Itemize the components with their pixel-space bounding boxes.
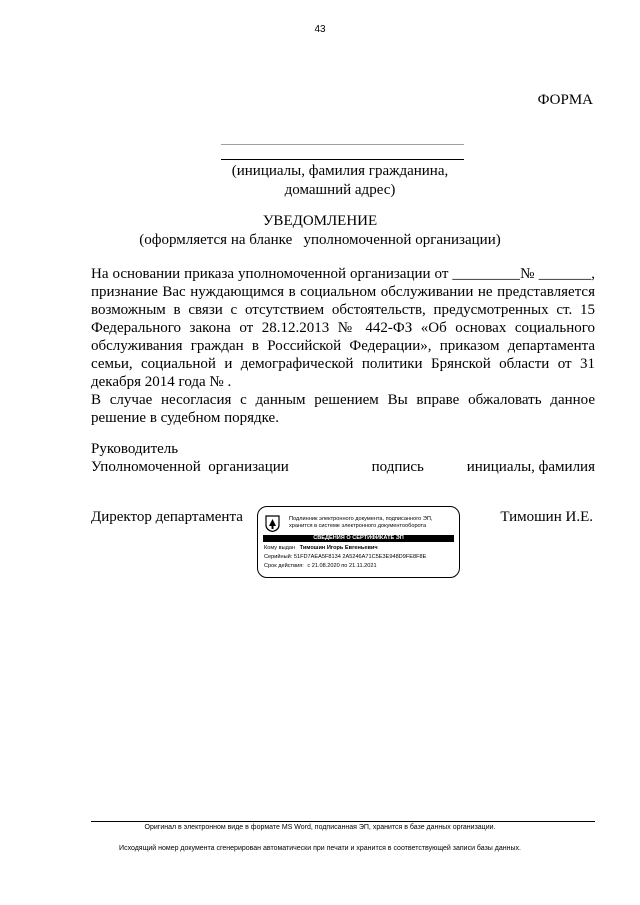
certificate-owner-row: [264, 545, 456, 552]
signature-label: подпись: [371, 459, 424, 475]
document-subtitle: (оформляется на бланке уполномоченной организации): [139, 232, 501, 248]
document-title: УВЕДОМЛЕНИЕ: [262, 213, 378, 229]
document-title-block: [0, 212, 640, 250]
signature-line: [91, 458, 595, 476]
signature-head: Руководитель: [91, 441, 179, 457]
organization-label: Уполномоченной организации: [91, 459, 289, 475]
address-line-top: [221, 144, 464, 145]
owner-label: Кому выдан: [264, 545, 296, 551]
address-caption-line2: домашний адрес): [284, 182, 396, 198]
address-caption: [200, 162, 480, 200]
page-number: 43: [314, 24, 326, 35]
body-paragraph-2: В случае несогласия с данным решением Вы вправе обжаловать данное решение в судебном порядке.: [91, 392, 595, 426]
form-label: ФОРМА: [537, 92, 593, 108]
address-caption-line1: (инициалы, фамилия гражданина,: [231, 163, 449, 179]
footer-note-1: Оригинал в электронном виде в формате MS Word, подписанная ЭП, хранится в базе данных организации.: [144, 824, 496, 831]
director-name: Тимошин И.Е.: [500, 509, 593, 525]
stamp-text-line1: Подлинник электронного документа, подписанного ЭП,: [289, 516, 433, 522]
serial-label: Серийный:: [264, 554, 293, 560]
address-line-bottom: [221, 159, 464, 160]
certificate-validity-row: [264, 563, 456, 570]
validity-value: с 21.08.2020 по 21.11.2021: [307, 563, 377, 569]
body-text: [91, 265, 595, 427]
coat-of-arms-icon: [265, 515, 280, 532]
footer-rule: [91, 821, 595, 822]
director-position: Директор департамента: [91, 509, 243, 525]
serial-value: 51FD7AEA5F8134 2A5246A71C5E3E948D9FE8F8E: [293, 554, 427, 560]
certificate-band: СВЕДЕНИЯ О СЕРТИФИКАТЕ ЭП: [263, 535, 454, 542]
electronic-signature-stamp: [257, 506, 460, 578]
stamp-text: [289, 516, 457, 529]
certificate-serial-row: [264, 554, 456, 561]
body-paragraph-1: На основании приказа уполномоченной организации от _________№ _______, признание Вас нуждающимся в социальном обслуживании не представляется возможным в связи с отсутствием обстоятельств, предусмотренных ст. 15 Федерального закона от 28.12.2013 № 442-ФЗ «Об основах социального обслуживания граждан в Российской Федерации», приказом департамента семьи, социальной и демографической политики Брянской области от 31 декабря 2014 года № .: [91, 266, 595, 390]
validity-label: Срок действия:: [264, 563, 304, 569]
stamp-text-line2: хранится в системе электронного документооборота: [289, 522, 427, 529]
initials-label: инициалы, фамилия: [466, 459, 595, 475]
owner-value: Тимошин Игорь Евгеньевич: [299, 545, 378, 551]
footer-note-2: Исходящий номер документа сгенерирован автоматически при печати и хранится в соответствующей записи базы данных.: [119, 845, 521, 852]
